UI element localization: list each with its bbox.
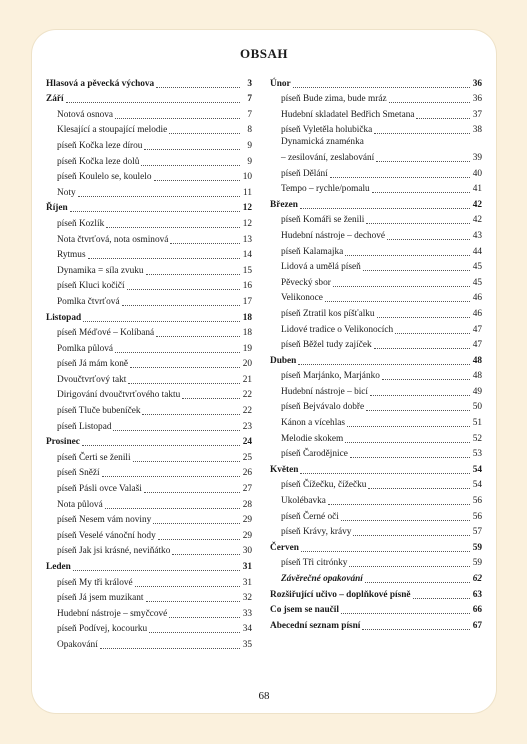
toc-entry-page: 29 — [242, 515, 252, 526]
toc-leader-dots — [115, 118, 240, 119]
toc-section-entry — [270, 538, 482, 554]
toc-section-entry — [46, 308, 252, 324]
toc-entry — [270, 164, 482, 180]
toc-entry — [46, 277, 252, 293]
toc-leader-dots — [149, 632, 240, 633]
toc-entry-label: píseň Já jsem muzikant — [57, 593, 144, 604]
toc-entry-page: 63 — [472, 589, 482, 600]
toc-entry — [270, 180, 482, 196]
toc-entry-page: 22 — [242, 406, 252, 417]
toc-entry-label: Noty — [57, 187, 76, 198]
toc-entry — [270, 382, 482, 398]
toc-entry-page: 24 — [242, 437, 252, 448]
toc-entry-page: 10 — [242, 172, 252, 183]
toc-entry-label: píseň Běžel tudy zajíček — [281, 340, 372, 351]
toc-entry-page: 9 — [247, 140, 252, 151]
toc-entry — [46, 339, 252, 355]
toc-entry — [270, 429, 482, 445]
toc-leader-dots — [105, 508, 240, 509]
toc-entry-label: Rytmus — [57, 250, 86, 261]
toc-entry — [46, 542, 252, 558]
toc-entry-page: 33 — [242, 608, 252, 619]
toc-entry-page: 25 — [242, 452, 252, 463]
toc-entry-page: 59 — [472, 558, 482, 569]
toc-section-entry — [270, 585, 482, 601]
toc-leader-dots — [345, 442, 470, 443]
toc-entry — [270, 476, 482, 492]
toc-entry-page: 39 — [472, 152, 482, 163]
toc-entry-label: Pomlka čtvrťová — [57, 296, 120, 307]
toc-entry-label: píseň Kalamajka — [281, 246, 344, 257]
toc-entry-label: píseň Já mám koně — [57, 359, 129, 370]
toc-entry — [46, 511, 252, 527]
toc-entry — [46, 495, 252, 511]
toc-entry-label: píseň Ztratil kos píšťalku — [281, 308, 375, 319]
toc-leader-dots — [158, 539, 240, 540]
toc-leader-dots — [130, 367, 240, 368]
toc-leader-dots — [153, 523, 240, 524]
toc-leader-dots — [142, 414, 240, 415]
toc-entry-label: Červen — [270, 542, 299, 553]
toc-leader-dots — [293, 87, 470, 88]
toc-entry-label: Duben — [270, 355, 297, 366]
toc-leader-dots — [133, 461, 240, 462]
toc-entry-label: Velikonoce — [281, 293, 323, 304]
toc-entry-label: Dvoučtvrťový takt — [57, 374, 127, 385]
toc-leader-dots — [377, 317, 470, 318]
toc-leader-dots — [127, 289, 240, 290]
toc-entry-label: Notová osnova — [57, 109, 114, 120]
toc-entry-page: 30 — [242, 546, 252, 557]
toc-section-entry — [270, 195, 482, 211]
toc-entry — [46, 464, 252, 480]
toc-leader-dots — [362, 629, 470, 630]
toc-leader-dots — [374, 348, 470, 349]
toc-entry-page: 56 — [472, 496, 482, 507]
toc-leader-dots — [146, 601, 241, 602]
toc-entry-page: 47 — [472, 340, 482, 351]
toc-entry-label: Rozšiřující učivo – doplňkové písně — [270, 589, 411, 600]
toc-entry-label: píseň Kočka leze dírou — [57, 140, 143, 151]
toc-entry — [270, 258, 482, 274]
toc-entry-label: píseň Komáři se ženili — [281, 215, 365, 226]
toc-entry-label: Listopad — [46, 312, 82, 323]
toc-entry — [46, 183, 252, 199]
toc-entry-page: 45 — [472, 262, 482, 273]
toc-entry-label: Klesající a stoupající melodie — [57, 125, 168, 136]
toc-entry-label: píseň Čarodějnice — [281, 449, 348, 460]
toc-entry — [270, 289, 482, 305]
toc-section-entry — [270, 351, 482, 367]
toc-section-entry — [46, 90, 252, 106]
toc-entry-label: píseň Méďové – Kolíbaná — [57, 328, 155, 339]
toc-leader-dots — [83, 321, 240, 322]
toc-entry-page: 18 — [242, 328, 252, 339]
toc-entry-label: Abecední seznam písní — [270, 620, 361, 631]
toc-entry-label: Dynamická znaménka — [281, 137, 364, 148]
toc-page — [32, 30, 496, 713]
toc-entry-label: píseň Kluci kočičí — [57, 281, 125, 292]
toc-leader-dots — [363, 270, 470, 271]
toc-leader-dots — [370, 395, 470, 396]
toc-leader-dots — [345, 255, 470, 256]
toc-leader-dots — [169, 133, 240, 134]
toc-entry-page: 62 — [472, 574, 482, 584]
toc-entry-label: píseň Pásli ovce Valaši — [57, 484, 142, 495]
toc-leader-dots — [341, 613, 470, 614]
toc-leader-dots — [100, 648, 240, 649]
toc-entry-page: 48 — [472, 371, 482, 382]
toc-entry — [46, 168, 252, 184]
toc-leader-dots — [182, 398, 240, 399]
toc-entry — [270, 148, 482, 164]
toc-entry — [270, 121, 482, 137]
toc-entry — [46, 214, 252, 230]
toc-entry — [46, 386, 252, 402]
toc-entry — [270, 304, 482, 320]
toc-entry-page: 19 — [242, 343, 252, 354]
toc-entry-label: Hudební nástroje – bicí — [281, 386, 369, 397]
toc-leader-dots — [88, 258, 240, 259]
toc-entry — [270, 226, 482, 242]
toc-entry — [46, 620, 252, 636]
toc-entry-label: píseň Marjánko, Marjánko — [281, 371, 380, 382]
toc-entry — [46, 121, 252, 137]
toc-leader-dots — [122, 305, 240, 306]
toc-entry-label: Co jsem se naučil — [270, 605, 339, 616]
toc-leader-dots — [350, 457, 470, 458]
toc-leader-dots — [374, 133, 470, 134]
toc-entry — [270, 136, 482, 148]
toc-entry — [46, 589, 252, 605]
toc-entry — [46, 246, 252, 262]
toc-section-entry — [46, 74, 252, 90]
toc-leader-dots — [66, 102, 240, 103]
toc-leader-dots — [416, 118, 470, 119]
toc-leader-dots — [389, 102, 470, 103]
toc-leader-dots — [413, 598, 470, 599]
toc-entry-page: 31 — [242, 562, 252, 572]
toc-entry-label: píseň Krávy, krávy — [281, 527, 352, 538]
toc-entry-page: 50 — [472, 402, 482, 413]
toc-entry-page: 44 — [472, 246, 482, 257]
toc-leader-dots — [146, 274, 240, 275]
toc-leader-dots — [73, 570, 240, 571]
toc-entry-label: píseň Podívej, kocourku — [57, 624, 148, 635]
toc-entry-page: 37 — [472, 109, 482, 120]
toc-entry-label: píseň Čížečku, čížečku — [281, 480, 367, 491]
toc-entry-page: 27 — [242, 484, 252, 495]
toc-entry-page: 56 — [472, 511, 482, 522]
toc-leader-dots — [368, 488, 470, 489]
toc-entry-page: 36 — [472, 78, 482, 89]
toc-leader-dots — [82, 445, 240, 446]
toc-entry-page: 28 — [242, 499, 252, 510]
toc-entry — [270, 90, 482, 106]
toc-entry — [46, 401, 252, 417]
toc-leader-dots — [325, 301, 470, 302]
toc-entry — [270, 105, 482, 121]
toc-leader-dots — [106, 227, 240, 228]
toc-entry-page: 46 — [472, 308, 482, 319]
toc-entry-page: 21 — [242, 374, 252, 385]
toc-entry — [46, 136, 252, 152]
toc-entry-page: 43 — [472, 230, 482, 241]
toc-entry-label: Ukolébavka — [281, 496, 326, 507]
toc-entry-label: Kánon a vícehlas — [281, 418, 346, 429]
toc-entry-page: 40 — [472, 168, 482, 179]
toc-entry — [46, 526, 252, 542]
toc-entry — [46, 292, 252, 308]
toc-leader-dots — [376, 161, 470, 162]
toc-entry — [270, 413, 482, 429]
toc-entry-label: píseň Čerti se ženili — [57, 452, 131, 463]
toc-entry-label: píseň Sněží — [57, 468, 100, 479]
toc-section-entry — [46, 433, 252, 449]
toc-entry-page: 52 — [472, 433, 482, 444]
toc-entry — [270, 398, 482, 414]
toc-entry-page: 67 — [472, 620, 482, 631]
toc-entry — [46, 479, 252, 495]
toc-entry-label: Lidové tradice o Velikonocích — [281, 324, 394, 335]
toc-entry-label: Nota čtvrťová, nota osminová — [57, 234, 169, 245]
toc-entry-page: 17 — [242, 296, 252, 307]
toc-entry-page: 9 — [247, 156, 252, 167]
page-title: OBSAH — [239, 46, 288, 61]
toc-entry — [46, 261, 252, 277]
toc-entry-label: píseň Nesem vám noviny — [57, 515, 152, 526]
toc-leader-dots — [70, 211, 240, 212]
toc-entry-label: Závěrečné opakování — [281, 574, 363, 584]
toc-entry-page: 57 — [472, 527, 482, 538]
toc-entry — [46, 230, 252, 246]
toc-entry — [46, 573, 252, 589]
toc-entry-label: Září — [46, 94, 64, 105]
toc-entry-label: píseň Jak jsi krásné, neviňátko — [57, 546, 171, 557]
toc-leader-dots — [141, 165, 240, 166]
toc-leader-dots — [154, 180, 240, 181]
toc-entry — [270, 445, 482, 461]
toc-leader-dots — [366, 410, 470, 411]
toc-entry — [270, 523, 482, 539]
toc-entry — [46, 105, 252, 121]
toc-entry-page: 47 — [472, 324, 482, 335]
toc-entry-page: 36 — [472, 94, 482, 105]
toc-entry-page: 54 — [472, 464, 482, 475]
toc-entry-page: 11 — [243, 187, 252, 198]
toc-section-entry — [270, 616, 482, 632]
toc-entry-page: 22 — [242, 390, 252, 401]
toc-leader-dots — [353, 535, 470, 536]
toc-entry-page: 53 — [472, 449, 482, 460]
toc-entry-label: Hlasová a pěvecká výchova — [46, 78, 155, 89]
toc-entry — [46, 324, 252, 340]
toc-entry-label: Nota půlová — [57, 499, 103, 510]
toc-section-entry — [46, 199, 252, 215]
toc-entry-page: 31 — [242, 577, 252, 588]
toc-entry-label: píseň Dělání — [281, 168, 328, 179]
toc-entry-label: Březen — [270, 199, 298, 210]
toc-entry-label: píseň Listopad — [57, 421, 112, 432]
toc-leader-dots — [333, 286, 470, 287]
toc-entry-label: píseň Vyletěla holubička — [281, 125, 373, 136]
toc-leader-dots — [328, 504, 470, 505]
toc-leader-dots — [300, 473, 470, 474]
toc-entry — [270, 367, 482, 383]
toc-entry-label: píseň Kočka leze dolů — [57, 156, 140, 167]
toc-leader-dots — [387, 239, 470, 240]
toc-entry-page: 42 — [472, 199, 482, 210]
toc-entry-page: 49 — [472, 386, 482, 397]
toc-entry — [46, 355, 252, 371]
toc-entry — [46, 635, 252, 651]
toc-entry-label: Hudební skladatel Bedřich Smetana — [281, 109, 415, 120]
toc-entry — [270, 491, 482, 507]
toc-entry-page: 59 — [472, 542, 482, 553]
toc-entry-label: Opakování — [57, 639, 98, 650]
toc-entry-page: 48 — [472, 355, 482, 366]
toc-entry — [46, 152, 252, 168]
toc-leader-dots — [372, 192, 470, 193]
toc-entry-page: 29 — [242, 530, 252, 541]
toc-leader-dots — [115, 352, 240, 353]
toc-entry — [46, 417, 252, 433]
toc-entry-page: 7 — [247, 94, 252, 105]
toc-entry-page: 35 — [242, 639, 252, 650]
toc-entry-page: 14 — [242, 250, 252, 261]
toc-entry-label: píseň Kozlík — [57, 218, 105, 229]
toc-entry-label: píseň My tři králové — [57, 577, 133, 588]
toc-entry-label: Prosinec — [46, 437, 80, 448]
toc-section-entry — [46, 557, 252, 573]
toc-entry — [270, 336, 482, 352]
toc-right-column — [270, 74, 482, 632]
toc-entry-label: píseň Veselé vánoční hody — [57, 530, 156, 541]
toc-entry-label: Únor — [270, 78, 291, 89]
toc-leader-dots — [366, 223, 470, 224]
toc-entry-label: Dirigování dvoučtvrťového taktu — [57, 390, 181, 401]
toc-entry-page: 38 — [472, 125, 482, 136]
toc-entry-page: 42 — [472, 215, 482, 226]
toc-entry-page: 34 — [242, 624, 252, 635]
toc-leader-dots — [172, 554, 240, 555]
toc-entry-page: 45 — [472, 277, 482, 288]
toc-entry-page: 51 — [472, 418, 482, 429]
toc-entry-page: 20 — [242, 359, 252, 370]
toc-entry-page: 26 — [242, 468, 252, 479]
toc-leader-dots — [301, 551, 470, 552]
page-number: 68 — [258, 690, 270, 702]
toc-entry-label: Hudební nástroje – dechové — [281, 230, 386, 241]
toc-entry-page: 7 — [247, 109, 252, 120]
toc-entry-label: píseň Bejvávalo dobře — [281, 402, 365, 413]
toc-entry-page: 12 — [242, 203, 252, 214]
toc-entry-page: 54 — [472, 480, 482, 491]
toc-leader-dots — [365, 582, 470, 583]
toc-leader-dots — [382, 379, 470, 380]
toc-leader-dots — [156, 336, 240, 337]
toc-leader-dots — [78, 196, 240, 197]
toc-entry — [270, 242, 482, 258]
toc-leader-dots — [102, 476, 240, 477]
toc-entry-label: Říjen — [46, 203, 68, 214]
toc-entry-page: 15 — [242, 265, 252, 276]
toc-entry — [270, 320, 482, 336]
toc-entry-page: 32 — [242, 593, 252, 604]
toc-entry-label: Pomlka půlová — [57, 343, 114, 354]
toc-entry-page: 23 — [242, 421, 252, 432]
toc-entry-label: – zesilování, zeslabování — [281, 152, 375, 163]
toc-entry — [270, 554, 482, 570]
toc-entry-page: 3 — [247, 78, 252, 89]
toc-entry-label: Tempo – rychle/pomalu — [281, 184, 370, 195]
toc-leader-dots — [169, 617, 240, 618]
toc-leader-dots — [349, 566, 470, 567]
toc-entry-page: 18 — [242, 312, 252, 323]
toc-entry-label: píseň Tři citrónky — [281, 558, 348, 569]
toc-entry-page: 13 — [242, 234, 252, 245]
toc-entry-label: Pěvecký sbor — [281, 277, 331, 288]
toc-leader-dots — [347, 426, 470, 427]
toc-leader-dots — [156, 87, 240, 88]
toc-entry-label: Melodie skokem — [281, 433, 344, 444]
toc-entry — [270, 211, 482, 227]
toc-leader-dots — [395, 333, 470, 334]
toc-left-column — [46, 74, 252, 651]
toc-entry — [46, 370, 252, 386]
toc-leader-dots — [113, 430, 240, 431]
toc-entry-label: píseň Černé oči — [281, 511, 339, 522]
toc-entry — [270, 569, 482, 585]
toc-entry-label: Hudební nástroje – smyčcové — [57, 608, 168, 619]
toc-leader-dots — [135, 586, 240, 587]
toc-entry-label: píseň Tluče bubeníček — [57, 406, 141, 417]
toc-section-entry — [270, 460, 482, 476]
toc-leader-dots — [170, 243, 240, 244]
toc-section-entry — [270, 601, 482, 617]
toc-entry-page: 8 — [247, 125, 252, 136]
toc-leader-dots — [300, 208, 470, 209]
toc-entry-label: Leden — [46, 562, 71, 572]
toc-entry-page: 66 — [472, 605, 482, 616]
toc-leader-dots — [144, 492, 240, 493]
toc-entry-page: 16 — [242, 281, 252, 292]
toc-leader-dots — [144, 149, 240, 150]
toc-section-entry — [270, 74, 482, 90]
toc-entry-page: 12 — [242, 218, 252, 229]
toc-entry-page: 46 — [472, 293, 482, 304]
toc-entry-label: píseň Bude zima, bude mráz — [281, 94, 387, 105]
toc-entry-label: Květen — [270, 464, 299, 475]
toc-entry-page: 41 — [472, 184, 482, 195]
toc-leader-dots — [341, 520, 470, 521]
toc-leader-dots — [298, 364, 470, 365]
toc-entry — [46, 448, 252, 464]
toc-entry — [46, 604, 252, 620]
toc-entry — [270, 507, 482, 523]
toc-leader-dots — [330, 177, 470, 178]
toc-entry-label: píseň Koulelo se, koulelo — [57, 172, 152, 183]
toc-entry — [270, 273, 482, 289]
toc-leader-dots — [128, 383, 240, 384]
toc-entry-label: Dynamika = síla zvuku — [57, 265, 144, 276]
toc-entry-label: Lidová a umělá píseň — [281, 262, 361, 273]
